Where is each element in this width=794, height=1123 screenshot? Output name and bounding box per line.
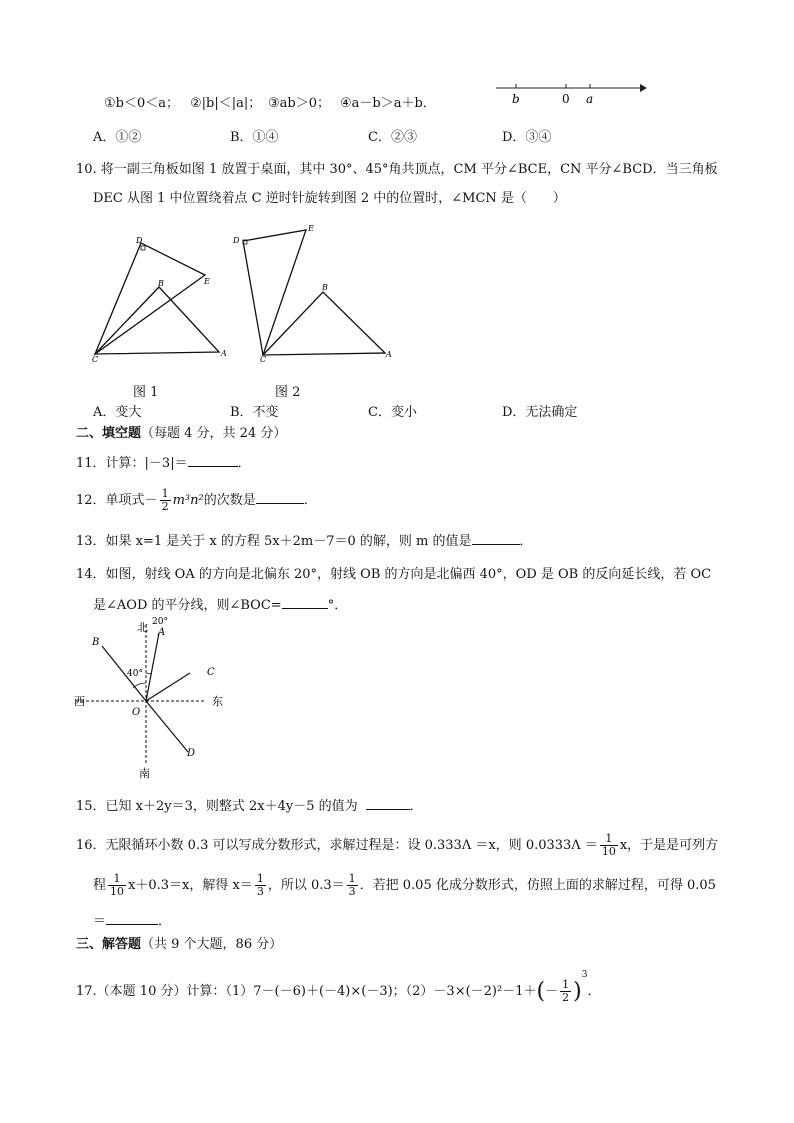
q9-statement-3: ③ab＞0； [268,96,330,111]
origin-label-o: O [132,707,141,718]
angle-label-40: 40° [127,669,143,679]
q13-text: 13．如果 x=1 是关于 x 的方程 5x＋2m－7＝0 的解，则 m 的值是 [76,534,472,549]
q10-option-d: D．无法确定 [502,405,578,420]
q9-statement-1: ①b＜0＜a； [104,96,179,111]
q16-line-1b: x，于是是可列方 [619,838,719,853]
q16-line-2 [93,873,716,898]
q12-fraction [160,488,171,513]
q12-prefix: 12．单项式 [76,493,145,508]
fig2-caption: 图 2 [275,385,301,400]
q9-statement-4: ④a－b＞a＋b． [340,96,436,111]
q11 [76,452,251,471]
q14-compass-figure [70,613,240,783]
q12-answer-blank[interactable] [256,489,304,504]
q9-option-a: A．①② [93,130,142,145]
fig2-label-e: E [308,224,314,233]
fig2-label-a: A [386,350,392,359]
q10-option-c: C．变小 [368,405,417,420]
q16-fraction-4 [347,873,358,898]
q12-sign: － [144,493,158,508]
q12-suffix: ． [303,493,317,508]
q11-prefix: 11．计算： [76,456,145,471]
q12-fraction-den: 2 [161,500,169,513]
q16-line-2-end: ．若把 0.05 化成分数形式，仿照上面的求解过程，可得 0.05 [359,878,716,893]
ray-label-d: D [187,748,196,759]
q16-frac2-den: 10 [110,885,125,898]
compass-south: 南 [139,767,150,780]
q16-line-3-eq: ＝ [93,914,107,929]
q13-suffix: ． [519,534,533,549]
fig1-caption: 图 1 [133,385,159,400]
q17-prefix: 17.（本题 10 分）计算：（1）7－(－6)＋(－4)×(－3)；（2）－3×(－2)²－1＋ [76,984,537,999]
q17-suffix: ． [587,984,601,999]
q12-monomial: m³n² [172,493,204,508]
q13 [76,530,533,549]
fig2-label-b: B [322,283,328,292]
q16-fraction-1 [600,833,618,858]
q17-paren-open: ( [536,979,546,1004]
q11-suffix: ． [237,456,251,471]
compass-north: 北 [137,621,148,634]
q10-figure-2 [230,222,400,362]
q16-frac3-num: 1 [256,872,264,885]
ray-label-c: C [207,667,215,678]
q10-line-2: DEC 从图 1 中位置绕着点 C 逆时针旋转到图 2 中的位置时，∠MCN 是（ ） [93,191,566,206]
q16-line-2-mid2: ，所以 0.3＝ [267,878,345,893]
q16-frac1-den: 10 [601,845,616,858]
compass-east: 东 [212,695,223,708]
section-3-title: 三、解答题 [76,937,142,952]
q17-paren-close: ) [573,979,582,1004]
fig1-label-c: C [92,355,99,362]
q16-frac3-den: 3 [256,885,264,898]
q10-figure-1 [88,232,238,362]
q12 [76,488,317,513]
q16-answer-blank[interactable] [106,910,158,925]
q16-line-2-mid: x＋0.3＝x，解得 x＝ [128,878,253,893]
q14-answer-blank[interactable] [282,594,328,609]
q16-frac4-num: 1 [348,872,356,885]
q9-option-b: B．①④ [230,130,279,145]
fig2-label-c: C [260,355,267,362]
q16-frac2-num: 1 [108,873,126,886]
q10-option-a: A．变大 [93,405,142,420]
fig1-label-d: D [136,236,143,245]
q17 [76,970,600,1004]
section-2-title: 二、填空题 [76,426,142,441]
numline-label-zero: 0 [562,92,570,106]
q15-text: 15．已知 x＋2y＝3，则整式 2x＋4y－5 的值为 [76,799,358,814]
compass-west: 西 [74,695,85,708]
q16-line-1a: 16．无限循环小数 0.3 可以写成分数形式，求解过程是：设 0.333Λ ＝x，则 0.0333Λ ＝ [76,838,598,853]
q13-answer-blank[interactable] [472,530,520,545]
q14-line-2-text: 是∠AOD 的平分线，则∠BOC= [93,598,282,613]
ray-label-a: A [158,627,166,638]
q10-option-b: B．不变 [230,405,279,420]
fig1-label-b: B [158,279,164,288]
q16-fraction-2 [108,873,126,898]
q16-frac4-den: 3 [348,885,356,898]
q12-fraction-num: 1 [161,487,169,500]
q16-line-3 [93,910,171,929]
section-3-note: （共 9 个大题，86 分） [141,937,283,952]
q16-line-1 [76,833,718,858]
q12-mid: 的次数是 [203,493,256,508]
q17-frac-den: 2 [562,991,570,1004]
q15 [76,795,423,814]
q15-answer-blank[interactable] [366,795,410,810]
q17-frac-sign: － [545,984,559,999]
numline-label-a: a [586,92,594,106]
q9-statement-2: ②|b|＜|a|； [190,96,262,111]
q9-option-c: C．②③ [368,130,417,145]
angle-label-20: 20° [152,617,168,627]
q16-fraction-3 [255,873,266,898]
q15-suffix: ． [409,799,423,814]
fig1-label-a: A [221,349,227,358]
q16-line-2-pre: 程 [93,878,107,893]
fig2-label-d: D [233,236,240,245]
q11-expression: |－3|＝ [144,456,188,471]
section-3-heading [76,933,282,952]
q14-line-1: 14．如图，射线 OA 的方向是北偏东 20°，射线 OB 的方向是北偏西 40°，OD 是 OB 的反向延长线，若 OC [76,567,712,582]
ray-label-b: B [92,637,100,648]
q11-answer-blank[interactable] [188,452,238,467]
section-2-note: （每题 4 分，共 24 分） [141,426,287,441]
fig1-label-e: E [204,277,210,286]
numline-label-b: b [512,92,520,106]
q14-line-2 [93,594,347,613]
q16-suffix: ． [158,914,172,929]
q17-power: 3 [581,970,588,980]
q10-line-1: 10. 将一副三角板如图 1 放置于桌面，其中 30°、45°角共顶点，CM 平分∠BCE，CN 平分∠BCD．当三角板 [76,162,718,177]
q16-frac1-num: 1 [600,833,618,846]
q17-fraction [560,979,571,1004]
number-line-figure [490,78,650,108]
section-2-heading [76,422,286,441]
q17-frac-num: 1 [562,978,570,991]
q14-suffix: °． [327,598,348,613]
q9-option-d: D．③④ [502,130,552,145]
